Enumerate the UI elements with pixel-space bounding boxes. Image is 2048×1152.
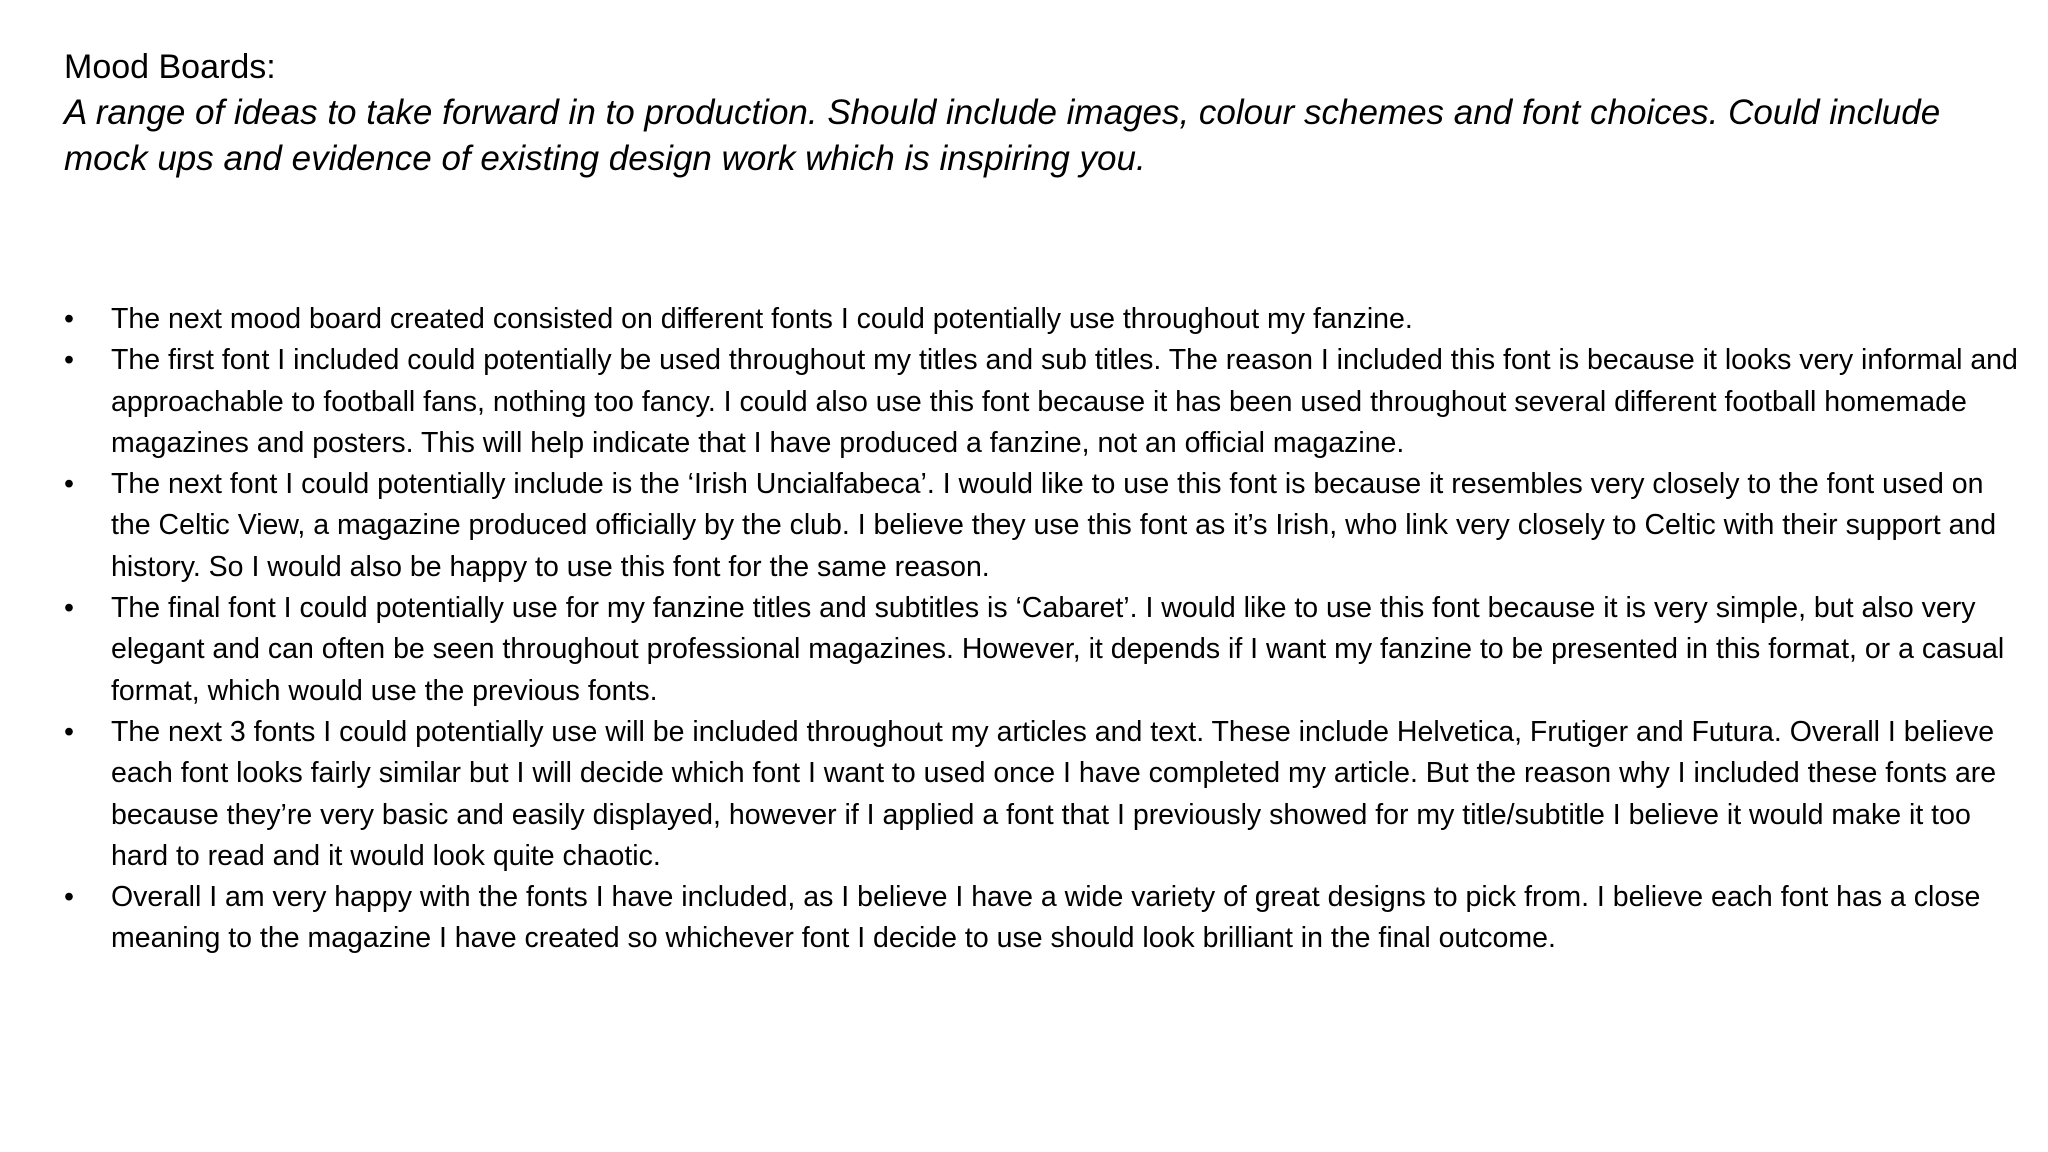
bullet-text: The next mood board created consisted on different fonts I could potentially use throughout my fanzine. [111,303,1413,335]
bullet-icon: • [64,715,74,748]
list-item [64,588,2024,712]
bullet-icon: • [64,592,74,625]
bullet-icon: • [64,881,74,914]
bullet-text: The first font I included could potentially be used throughout my titles and sub titles. The reason I included this font is because it looks very informal and approachable to football fans, nothing too fancy. I could also use this font because it has been used throughout several different football homemade magazines and posters. This will help indicate that I have produced a fanzine, not an official magazine. [111,344,2018,459]
list-item [64,464,2024,588]
slide-subtitle: A range of ideas to take forward in to production. Should include images, colour schemes and font choices. Could include mock ups and evidence of existing design work which is inspiring you. [64,93,1941,178]
list-item [64,299,2024,340]
bullet-icon: • [64,344,74,377]
bullet-list [64,299,2024,960]
bullet-text: Overall I am very happy with the fonts I have included, as I believe I have a wide variety of great designs to pick from. I believe each font has a close meaning to the magazine I have created so whichever font I decide to use should look brilliant in the final outcome. [111,881,1981,955]
list-item [64,340,2024,464]
bullet-text: The next font I could potentially include is the ‘Irish Uncialfabeca’. I would like to use this font is because it resembles very closely to the font used on the Celtic View, a magazine produced officially by the club. I believe they use this font as it’s Irish, who link very closely to Celtic with their support and history. So I would also be happy to use this font for the same reason. [111,468,1997,583]
slide-title: Mood Boards: [64,48,276,86]
bullet-text: The final font I could potentially use for my fanzine titles and subtitles is ‘Cabaret’. I would like to use this font because it is very simple, but also very elegant and can often be seen throughout professional magazines. However, it depends if I want my fanzine to be presented in this format, or a casual format, which would use the previous fonts. [111,592,2005,707]
list-item [64,712,2024,877]
list-item [64,877,2024,960]
bullet-icon: • [64,303,74,335]
heading-block [64,44,2004,182]
bullet-icon: • [64,468,74,501]
bullet-text: The next 3 fonts I could potentially use will be included throughout my articles and text. These include Helvetica, Frutiger and Futura. Overall I believe each font looks fairly similar but I will decide which font I want to used once I have completed my article. But the reason why I included these fonts are because they’re very basic and easily displayed, however if I applied a font that I previously showed for my title/subtitle I believe it would make it too hard to read and it would look quite chaotic. [111,715,1997,872]
